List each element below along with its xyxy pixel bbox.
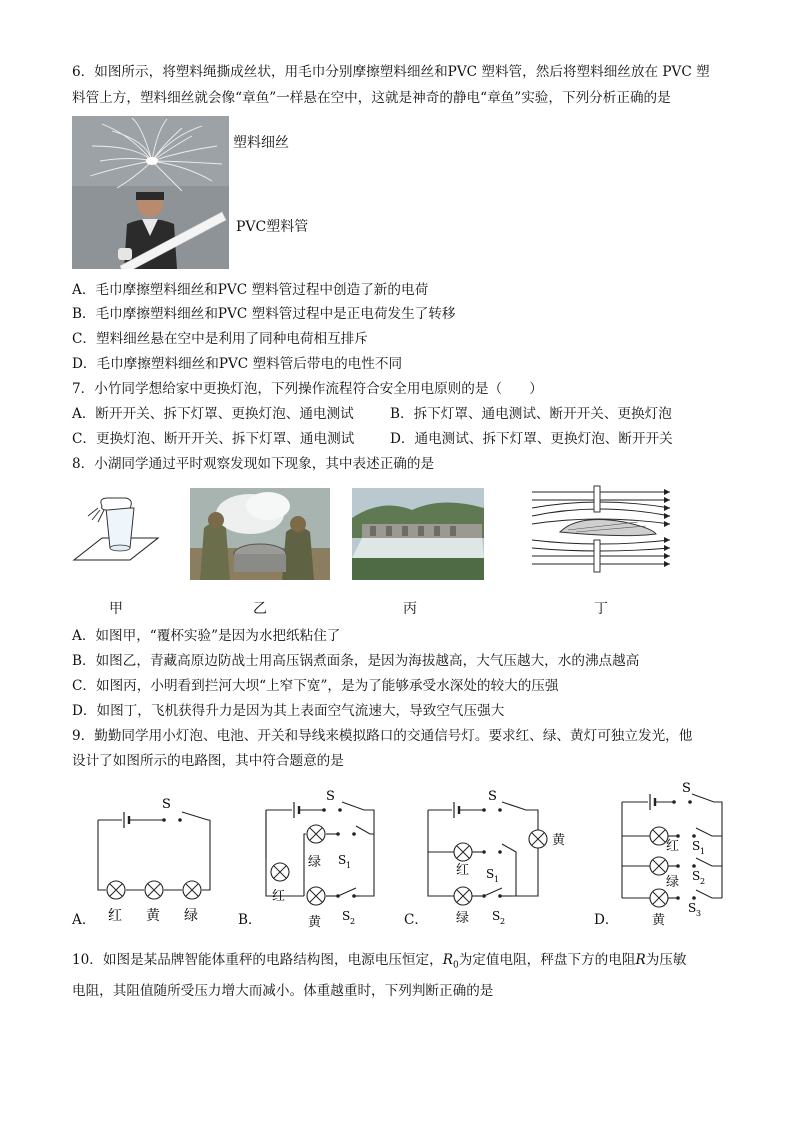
label-pvc-tube: PVC塑料管 [236,219,309,235]
lamp-label-yellow: 黄 [308,915,322,930]
q10-text-c: 为压敏 [645,952,687,968]
switch-sub-1: 1 [700,847,706,856]
q6-option-c: C．塑料细丝悬在空中是利用了同种电荷相互排斥 [72,331,368,347]
switch-label-s: S [682,781,691,796]
q10-stem-line2: 电阻，其阻值随所受压力增大而减小。体重越重时，下列判断正确的是 [72,983,494,999]
lamp-label-red: 红 [272,889,286,904]
symbol-r0-sub: 0 [452,960,459,971]
lamp-label-red: 红 [666,839,680,854]
lamp-label-green: 绿 [456,911,470,926]
circuit-a [72,790,232,940]
switch-sub-3: 3 [696,909,702,918]
lamp-icon [454,843,472,861]
q9-option-c-label: C． [404,912,428,928]
lamp-label-yellow: 黄 [146,908,160,924]
q9-option-a-label: A． [72,912,96,928]
q10-text-a: 10．如图是某品牌智能体重秤的电路结构图，电源电压恒定， [72,952,443,968]
switch-label-s3: S [688,901,697,915]
switch-label-s2: S [492,909,501,923]
q6-stem-line2: 料管上方，塑料细丝就会像“章鱼”一样悬在空中，这就是神奇的静电“章鱼”实验，下列分析正确的是 [72,90,671,106]
octopus-experiment-photo [72,116,229,269]
q7-stem: 7．小竹同学想给家中更换灯泡，下列操作流程符合安全用电原则的是（ ） [72,381,543,397]
q10-stem-line1 [72,950,686,976]
lamp-label-green: 绿 [308,855,322,870]
caption-yi: 乙 [253,601,267,617]
switch-label-s: S [488,789,497,804]
label-plastic-silk: 塑料细丝 [233,135,289,151]
lamp-label-green: 绿 [184,908,198,924]
switch-sub-1: 1 [346,861,352,870]
figure-jia-inverted-cup [72,494,162,574]
switch-label-s1: S [692,839,701,853]
switch-sub-2: 2 [700,877,706,886]
switch-sub-1: 1 [494,875,500,884]
figure-bing-dam-photo [352,488,484,580]
q8-stem: 8．小湖同学通过平时观察发现如下现象，其中表述正确的是 [72,456,435,472]
q7-option-c: C．更换灯泡、断开开关、拆下灯罩、通电测试 [72,431,355,447]
switch-label-s: S [162,797,171,812]
lamp-label-red: 红 [108,908,122,924]
switch-label-s1: S [486,867,495,881]
switch-sub-2: 2 [500,917,506,926]
switch-label-s2: S [692,869,701,883]
caption-jia: 甲 [109,601,123,617]
circuit-b [246,786,386,936]
q9-stem-line1: 9．勤勤同学用小灯泡、电池、开关和导线来模拟路口的交通信号灯。要求红、绿、黄灯可独立发光，他 [72,728,693,744]
q9-option-b-label: B． [238,912,262,928]
lamp-icon [107,881,125,899]
lamp-label-green: 绿 [666,875,680,890]
lamp-label-yellow: 黄 [552,833,566,848]
q8-option-b: B．如图乙，青藏高原边防战士用高压锅煮面条，是因为海拔越高，大气压越大，水的沸点越高 [72,653,640,669]
lamp-icon [307,825,325,843]
q9-option-d-label: D． [594,912,619,928]
q8-option-a: A．如图甲，“覆杯实验”是因为水把纸粘住了 [72,628,341,644]
q6-option-a: A．毛巾摩擦塑料细丝和PVC 塑料管过程中创造了新的电荷 [72,282,429,298]
switch-sub-2: 2 [350,917,356,926]
lamp-label-yellow: 黄 [652,913,666,928]
q7-option-a: A．断开开关、拆下灯罩、更换灯泡、通电测试 [72,406,354,422]
symbol-r: R [635,952,646,968]
q7-option-b: B．拆下灯罩、通电测试、断开开关、更换灯泡 [390,406,672,422]
circuit-d [612,780,732,930]
lamp-icon [271,863,289,881]
q8-option-d: D．如图丁，飞机获得升力是因为其上表面空气流速大，导致空气压强大 [72,703,505,719]
q6-option-d: D．毛巾摩擦塑料细丝和PVC 塑料管后带电的电性不同 [72,356,403,372]
q6-option-b: B．毛巾摩擦塑料细丝和PVC 塑料管过程中是正电荷发生了转移 [72,306,456,322]
q8-option-c: C．如图丙，小明看到拦河大坝“上窄下宽”，是为了能够承受水深处的较大的压强 [72,678,559,694]
caption-ding: 丁 [594,601,608,617]
figure-yi-soldiers-photo [190,488,330,580]
lamp-icon [529,830,547,848]
lamp-icon [307,887,325,905]
lamp-icon [650,857,668,875]
symbol-r0: R [442,952,453,968]
q10-text-b: 为定值电阻，秤盘下方的电阻 [458,952,636,968]
lamp-icon [454,887,472,905]
switch-label-s1: S [338,853,347,867]
lamp-icon [183,881,201,899]
lamp-label-red: 红 [456,863,470,878]
circuit-c [420,786,570,936]
caption-bing: 丙 [403,601,417,617]
figure-ding-airfoil-streamlines [528,484,676,576]
q9-stem-line2: 设计了如图所示的电路图，其中符合题意的是 [72,753,344,769]
lamp-icon [145,881,163,899]
q7-option-d: D．通电测试、拆下灯罩、更换灯泡、断开开关 [390,431,673,447]
switch-label-s2: S [342,909,351,923]
lamp-icon [650,889,668,907]
q6-stem-line1: 6．如图所示，将塑料绳撕成丝状，用毛巾分别摩擦塑料细丝和PVC 塑料管，然后将塑料细丝放在 PVC 塑 [72,64,710,80]
switch-label-s: S [326,789,335,804]
